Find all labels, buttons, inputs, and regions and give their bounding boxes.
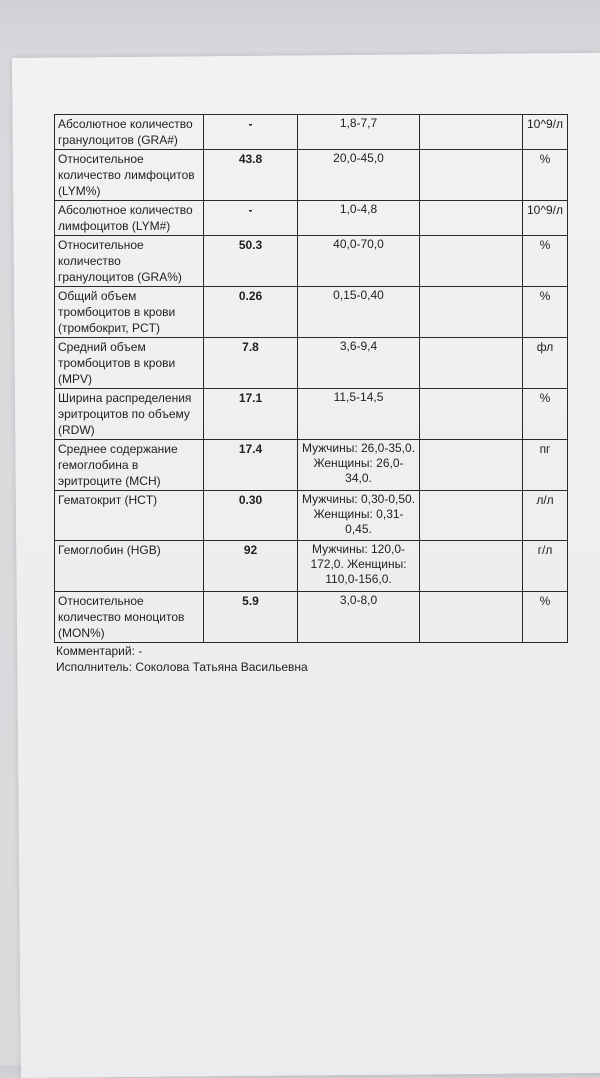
table-row	[55, 338, 568, 389]
test-unit: %	[523, 287, 568, 338]
test-name: Средний объем тромбоцитов в крови (MPV)	[55, 338, 204, 389]
test-reference: 11,5-14,5	[298, 389, 420, 440]
test-unit: 10^9/л	[523, 115, 568, 150]
test-name: Абсолютное количество лимфоцитов (LYM#)	[55, 201, 204, 236]
lab-results-document	[54, 114, 563, 675]
empty-cell	[420, 236, 523, 287]
test-reference: 40,0-70,0	[298, 236, 420, 287]
test-value: 0.30	[204, 491, 298, 541]
test-value: 50.3	[204, 236, 298, 287]
empty-cell	[420, 201, 523, 236]
test-name: Относительное количество моноцитов (MON%)	[55, 592, 204, 643]
test-name: Абсолютное количество гранулоцитов (GRA#)	[55, 115, 204, 150]
empty-cell	[420, 491, 523, 541]
test-value: 5.9	[204, 592, 298, 643]
test-value: -	[204, 201, 298, 236]
empty-cell	[420, 115, 523, 150]
test-unit: %	[523, 150, 568, 201]
test-unit: фл	[523, 338, 568, 389]
executor-line: Исполнитель: Соколова Татьяна Васильевна	[56, 660, 308, 674]
empty-cell	[420, 541, 523, 592]
table-row	[55, 440, 568, 491]
test-reference: Мужчины: 120,0-172,0. Женщины: 110,0-156,0.	[298, 541, 420, 592]
test-reference: 20,0-45,0	[298, 150, 420, 201]
empty-cell	[420, 287, 523, 338]
test-value: 17.1	[204, 389, 298, 440]
test-value: -	[204, 115, 298, 150]
test-value: 92	[204, 541, 298, 592]
test-name: Ширина распределения эритроцитов по объему (RDW)	[55, 389, 204, 440]
test-reference: 1,8-7,7	[298, 115, 420, 150]
test-unit: г/л	[523, 541, 568, 592]
test-value: 7.8	[204, 338, 298, 389]
table-row	[55, 491, 568, 541]
test-unit: л/л	[523, 491, 568, 541]
test-reference: Мужчины: 26,0-35,0. Женщины: 26,0-34,0.	[298, 440, 420, 491]
table-row	[55, 236, 568, 287]
test-reference: Мужчины: 0,30-0,50. Женщины: 0,31-0,45.	[298, 491, 420, 541]
results-table	[54, 114, 568, 643]
table-row	[55, 389, 568, 440]
test-name: Гемоглобин (HGB)	[55, 541, 204, 592]
test-reference: 3,0-8,0	[298, 592, 420, 643]
test-value: 17.4	[204, 440, 298, 491]
empty-cell	[420, 389, 523, 440]
test-unit: 10^9/л	[523, 201, 568, 236]
test-name: Общий объем тромбоцитов в крови (тромбокрит, PCT)	[55, 287, 204, 338]
test-name: Гематокрит (HCT)	[55, 491, 204, 541]
test-unit: %	[523, 592, 568, 643]
table-row	[55, 150, 568, 201]
test-reference: 1,0-4,8	[298, 201, 420, 236]
comment-line: Комментарий: -	[56, 644, 143, 658]
table-row	[55, 201, 568, 236]
table-row	[55, 287, 568, 338]
table-row	[55, 115, 568, 150]
test-name: Относительное количество лимфоцитов (LYM%)	[55, 150, 204, 201]
test-reference: 3,6-9,4	[298, 338, 420, 389]
test-name: Среднее содержание гемоглобина в эритроците (MCH)	[55, 440, 204, 491]
test-value: 43.8	[204, 150, 298, 201]
test-unit: %	[523, 389, 568, 440]
test-unit: %	[523, 236, 568, 287]
test-unit: пг	[523, 440, 568, 491]
test-reference: 0,15-0,40	[298, 287, 420, 338]
table-row	[55, 541, 568, 592]
empty-cell	[420, 338, 523, 389]
test-name: Относительное количество гранулоцитов (GRA%)	[55, 236, 204, 287]
empty-cell	[420, 592, 523, 643]
empty-cell	[420, 150, 523, 201]
test-value: 0.26	[204, 287, 298, 338]
empty-cell	[420, 440, 523, 491]
table-row	[55, 592, 568, 643]
